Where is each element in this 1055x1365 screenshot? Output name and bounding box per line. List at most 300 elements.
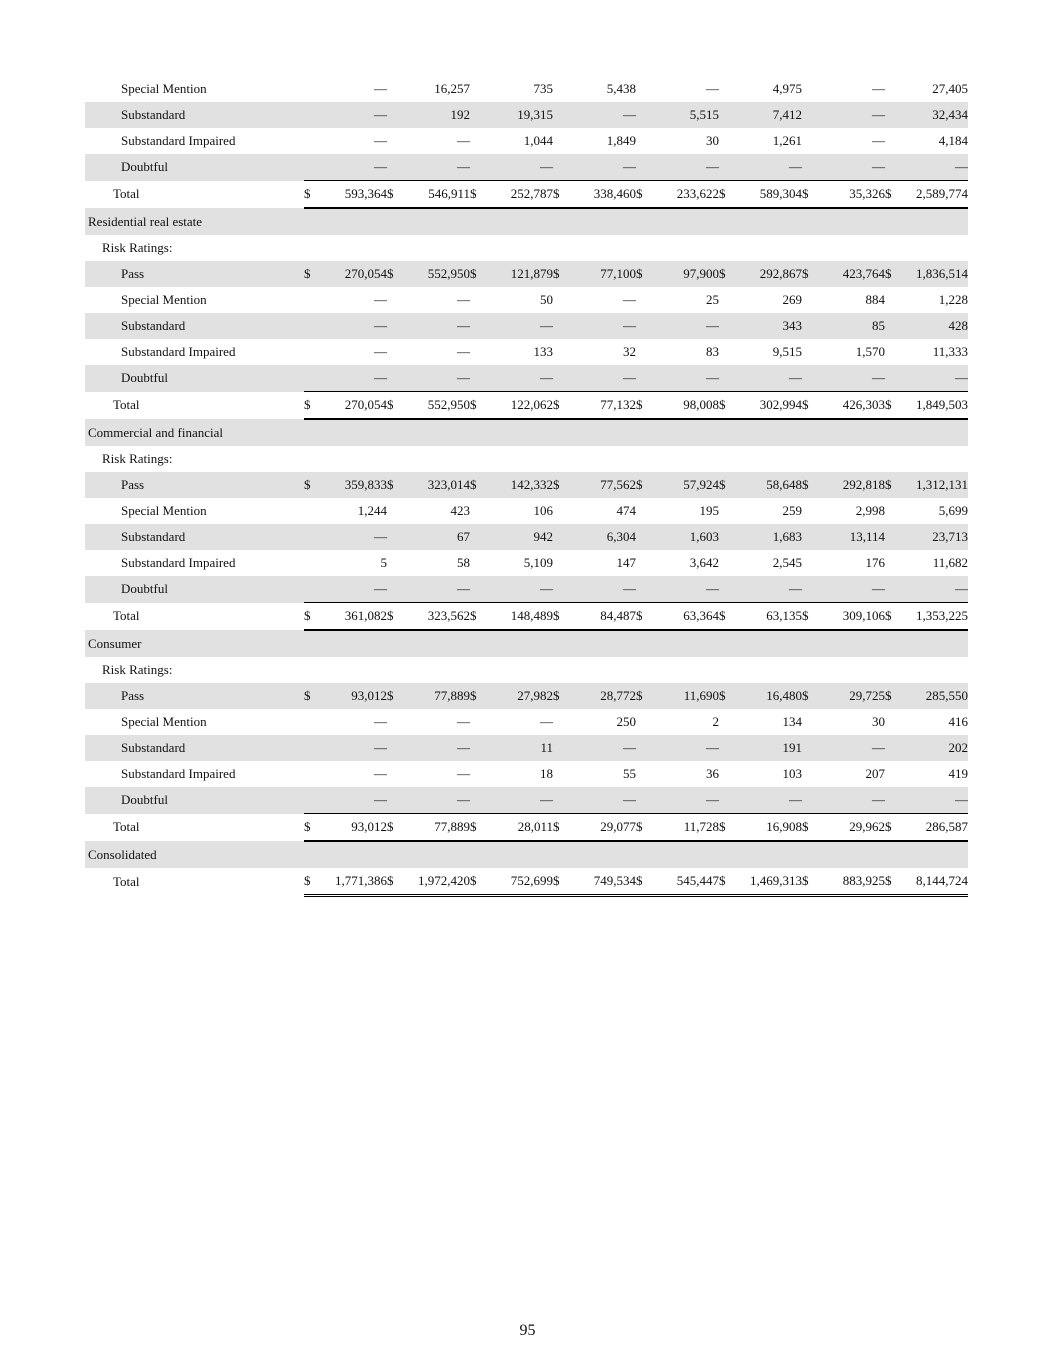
value-cell bbox=[818, 235, 885, 261]
row-label-cell bbox=[85, 446, 304, 472]
value-cell: 593,364 bbox=[320, 181, 387, 209]
value-cell: 63,135 bbox=[735, 603, 802, 631]
currency-cell bbox=[636, 446, 652, 472]
value-cell: 269 bbox=[782, 292, 802, 307]
currency-cell bbox=[553, 208, 569, 235]
row-label-cell bbox=[85, 128, 304, 154]
value-cell bbox=[486, 235, 553, 261]
row-label-cell bbox=[85, 419, 304, 446]
value-cell: — bbox=[901, 365, 968, 392]
value-cell: — bbox=[652, 154, 719, 181]
value-cell: 302,994 bbox=[735, 392, 802, 420]
currency-cell: $ bbox=[304, 814, 320, 842]
section-header-row bbox=[85, 208, 968, 235]
value-cell: — bbox=[818, 365, 885, 392]
value-cell: — bbox=[872, 133, 885, 148]
value-cell: 77,132 bbox=[569, 392, 636, 420]
value-cell: 1,261 bbox=[772, 133, 802, 148]
currency-cell bbox=[802, 102, 818, 128]
row-label: Risk Ratings: bbox=[102, 662, 173, 677]
table-row bbox=[85, 735, 968, 761]
value-cell: — bbox=[735, 787, 802, 814]
row-label: Special Mention bbox=[121, 292, 207, 307]
value-cell: 93,012 bbox=[320, 814, 387, 842]
value-cell: 250 bbox=[616, 714, 636, 729]
currency-cell bbox=[885, 761, 901, 787]
value-cell: — bbox=[486, 787, 553, 814]
row-label-cell bbox=[85, 365, 304, 392]
section-header-row bbox=[85, 235, 968, 261]
table-row bbox=[85, 261, 968, 287]
value-cell: — bbox=[374, 133, 387, 148]
currency-cell bbox=[802, 154, 818, 181]
value-cell: 1,849 bbox=[606, 133, 636, 148]
currency-cell bbox=[387, 313, 403, 339]
currency-cell bbox=[387, 128, 403, 154]
table-row bbox=[85, 787, 968, 814]
currency-cell bbox=[553, 524, 569, 550]
currency-cell bbox=[304, 287, 320, 313]
currency-cell: $ bbox=[387, 814, 403, 842]
value-cell bbox=[735, 446, 802, 472]
currency-cell bbox=[470, 102, 486, 128]
currency-cell: $ bbox=[636, 392, 652, 420]
currency-cell bbox=[553, 287, 569, 313]
value-cell: 7,412 bbox=[735, 102, 802, 128]
currency-cell bbox=[553, 446, 569, 472]
value-cell: 545,447 bbox=[652, 868, 719, 896]
currency-cell bbox=[636, 550, 652, 576]
value-cell bbox=[652, 657, 719, 683]
value-cell: 84,487 bbox=[569, 603, 636, 631]
currency-cell: $ bbox=[885, 868, 901, 896]
currency-cell bbox=[636, 154, 652, 181]
currency-cell bbox=[304, 630, 320, 657]
value-cell: — bbox=[735, 576, 802, 603]
value-cell bbox=[735, 630, 802, 657]
value-cell bbox=[320, 657, 387, 683]
currency-cell bbox=[304, 339, 320, 365]
currency-cell bbox=[553, 657, 569, 683]
currency-cell bbox=[636, 128, 652, 154]
value-cell: — bbox=[818, 787, 885, 814]
value-cell: — bbox=[486, 365, 553, 392]
row-label-cell bbox=[85, 472, 304, 498]
value-cell: 1,836,514 bbox=[901, 261, 968, 287]
value-cell: 419 bbox=[948, 766, 968, 781]
currency-cell: $ bbox=[636, 472, 652, 498]
currency-cell bbox=[636, 287, 652, 313]
value-cell bbox=[320, 208, 387, 235]
value-cell: 5,109 bbox=[523, 555, 553, 570]
currency-cell bbox=[802, 446, 818, 472]
value-cell: — bbox=[403, 313, 470, 339]
currency-cell bbox=[885, 419, 901, 446]
value-cell bbox=[486, 657, 553, 683]
currency-cell bbox=[885, 841, 901, 868]
total-row bbox=[85, 181, 968, 209]
currency-cell bbox=[387, 365, 403, 392]
value-cell bbox=[735, 419, 802, 446]
value-cell: 1,244 bbox=[357, 503, 387, 518]
currency-cell bbox=[885, 313, 901, 339]
value-cell: 77,100 bbox=[569, 261, 636, 287]
value-cell: — bbox=[735, 365, 802, 392]
value-cell: 589,304 bbox=[735, 181, 802, 209]
value-cell: 9,515 bbox=[772, 344, 802, 359]
value-cell bbox=[569, 235, 636, 261]
value-cell: — bbox=[818, 102, 885, 128]
value-cell: — bbox=[457, 766, 470, 781]
value-cell bbox=[569, 208, 636, 235]
row-label: Substandard Impaired bbox=[121, 555, 236, 570]
value-cell bbox=[569, 841, 636, 868]
table-row bbox=[85, 472, 968, 498]
currency-cell bbox=[553, 709, 569, 735]
value-cell: — bbox=[374, 292, 387, 307]
value-cell: 259 bbox=[782, 503, 802, 518]
value-cell: 942 bbox=[486, 524, 553, 550]
value-cell: 8,144,724 bbox=[901, 868, 968, 896]
value-cell: 176 bbox=[865, 555, 885, 570]
currency-cell bbox=[802, 841, 818, 868]
value-cell: 57,924 bbox=[652, 472, 719, 498]
currency-cell bbox=[470, 76, 486, 102]
value-cell: 98,008 bbox=[652, 392, 719, 420]
currency-cell bbox=[387, 235, 403, 261]
row-label: Residential real estate bbox=[88, 213, 203, 229]
currency-cell: $ bbox=[885, 814, 901, 842]
value-cell bbox=[818, 841, 885, 868]
currency-cell bbox=[304, 76, 320, 102]
table-row bbox=[85, 154, 968, 181]
value-cell: — bbox=[486, 313, 553, 339]
currency-cell: $ bbox=[553, 603, 569, 631]
value-cell: — bbox=[735, 154, 802, 181]
value-cell bbox=[403, 630, 470, 657]
currency-cell bbox=[885, 208, 901, 235]
value-cell: — bbox=[374, 714, 387, 729]
row-label-cell bbox=[85, 761, 304, 787]
currency-cell bbox=[304, 235, 320, 261]
value-cell bbox=[735, 235, 802, 261]
row-label: Pass bbox=[121, 477, 145, 492]
value-cell: 29,725 bbox=[818, 683, 885, 709]
currency-cell: $ bbox=[387, 472, 403, 498]
value-cell: — bbox=[486, 154, 553, 181]
currency-cell: $ bbox=[802, 683, 818, 709]
value-cell: 16,257 bbox=[434, 81, 470, 96]
currency-cell: $ bbox=[387, 868, 403, 896]
value-cell: 142,332 bbox=[486, 472, 553, 498]
currency-cell bbox=[304, 550, 320, 576]
currency-cell bbox=[304, 841, 320, 868]
value-cell: — bbox=[403, 154, 470, 181]
value-cell: 23,713 bbox=[901, 524, 968, 550]
currency-cell bbox=[304, 576, 320, 603]
value-cell bbox=[569, 446, 636, 472]
value-cell: 4,184 bbox=[938, 133, 968, 148]
total-row bbox=[85, 392, 968, 420]
row-label-cell bbox=[85, 603, 304, 631]
value-cell: — bbox=[457, 714, 470, 729]
currency-cell: $ bbox=[470, 814, 486, 842]
value-cell: 1,683 bbox=[735, 524, 802, 550]
value-cell: 93,012 bbox=[320, 683, 387, 709]
row-label: Pass bbox=[121, 266, 145, 281]
currency-cell bbox=[719, 128, 735, 154]
currency-cell: $ bbox=[553, 181, 569, 209]
currency-cell: $ bbox=[553, 392, 569, 420]
currency-cell bbox=[470, 787, 486, 814]
row-label: Doubtful bbox=[121, 159, 168, 175]
section-header-row bbox=[85, 630, 968, 657]
currency-cell bbox=[802, 128, 818, 154]
value-cell: 50 bbox=[540, 292, 553, 307]
currency-cell: $ bbox=[802, 261, 818, 287]
value-cell: 148,489 bbox=[486, 603, 553, 631]
row-label-cell bbox=[85, 287, 304, 313]
currency-cell bbox=[719, 841, 735, 868]
value-cell: 106 bbox=[533, 503, 553, 518]
value-cell: — bbox=[569, 102, 636, 128]
value-cell: 359,833 bbox=[320, 472, 387, 498]
value-cell: 11,682 bbox=[932, 555, 968, 570]
value-cell: 67 bbox=[403, 524, 470, 550]
value-cell bbox=[901, 419, 968, 446]
value-cell: — bbox=[569, 576, 636, 603]
value-cell: 207 bbox=[865, 766, 885, 781]
value-cell: — bbox=[486, 576, 553, 603]
currency-cell bbox=[719, 419, 735, 446]
currency-cell: $ bbox=[470, 181, 486, 209]
currency-cell: $ bbox=[719, 868, 735, 896]
table-row bbox=[85, 339, 968, 365]
total-row bbox=[85, 814, 968, 842]
row-label-cell bbox=[85, 498, 304, 524]
currency-cell bbox=[304, 365, 320, 392]
value-cell: 122,062 bbox=[486, 392, 553, 420]
currency-cell: $ bbox=[470, 603, 486, 631]
value-cell: 5,699 bbox=[938, 503, 968, 518]
row-label: Total bbox=[113, 873, 140, 889]
currency-cell bbox=[885, 787, 901, 814]
value-cell: — bbox=[818, 576, 885, 603]
value-cell bbox=[818, 419, 885, 446]
value-cell: 27,982 bbox=[486, 683, 553, 709]
currency-cell bbox=[885, 102, 901, 128]
currency-cell: $ bbox=[719, 261, 735, 287]
row-label: Doubtful bbox=[121, 370, 168, 386]
currency-cell bbox=[553, 761, 569, 787]
value-cell: 147 bbox=[616, 555, 636, 570]
total-row bbox=[85, 603, 968, 631]
value-cell: 16,908 bbox=[735, 814, 802, 842]
currency-cell bbox=[553, 419, 569, 446]
value-cell: 2,589,774 bbox=[901, 181, 968, 209]
currency-cell: $ bbox=[304, 868, 320, 896]
row-label: Total bbox=[113, 186, 140, 202]
currency-cell bbox=[636, 76, 652, 102]
row-label: Risk Ratings: bbox=[102, 451, 173, 466]
currency-cell bbox=[553, 154, 569, 181]
currency-cell: $ bbox=[636, 868, 652, 896]
row-label-cell bbox=[85, 339, 304, 365]
currency-cell: $ bbox=[802, 392, 818, 420]
value-cell bbox=[486, 419, 553, 446]
currency-cell bbox=[802, 709, 818, 735]
currency-cell: $ bbox=[470, 261, 486, 287]
table-row bbox=[85, 128, 968, 154]
value-cell: 77,889 bbox=[403, 814, 470, 842]
currency-cell bbox=[387, 841, 403, 868]
table-row bbox=[85, 576, 968, 603]
value-cell: — bbox=[320, 102, 387, 128]
currency-cell bbox=[387, 339, 403, 365]
table-row bbox=[85, 498, 968, 524]
value-cell: 883,925 bbox=[818, 868, 885, 896]
currency-cell bbox=[802, 313, 818, 339]
currency-cell bbox=[304, 446, 320, 472]
value-cell: 121,879 bbox=[486, 261, 553, 287]
currency-cell bbox=[719, 365, 735, 392]
value-cell bbox=[320, 630, 387, 657]
value-cell bbox=[320, 419, 387, 446]
currency-cell bbox=[802, 365, 818, 392]
value-cell: 2,998 bbox=[855, 503, 885, 518]
currency-cell bbox=[387, 287, 403, 313]
currency-cell bbox=[470, 154, 486, 181]
value-cell: 2 bbox=[712, 714, 719, 729]
currency-cell bbox=[553, 841, 569, 868]
value-cell bbox=[320, 841, 387, 868]
currency-cell: $ bbox=[387, 683, 403, 709]
currency-cell bbox=[470, 313, 486, 339]
row-label-cell bbox=[85, 392, 304, 420]
value-cell: 11,728 bbox=[652, 814, 719, 842]
currency-cell bbox=[719, 208, 735, 235]
value-cell: 195 bbox=[699, 503, 719, 518]
currency-cell: $ bbox=[553, 261, 569, 287]
value-cell: — bbox=[457, 133, 470, 148]
currency-cell: $ bbox=[719, 603, 735, 631]
currency-cell bbox=[802, 76, 818, 102]
currency-cell bbox=[470, 524, 486, 550]
currency-cell bbox=[636, 735, 652, 761]
row-label-cell bbox=[85, 181, 304, 209]
value-cell: 423 bbox=[450, 503, 470, 518]
currency-cell bbox=[470, 498, 486, 524]
currency-cell bbox=[387, 154, 403, 181]
row-label-cell bbox=[85, 102, 304, 128]
value-cell bbox=[901, 657, 968, 683]
value-cell: 292,867 bbox=[735, 261, 802, 287]
row-label: Total bbox=[113, 397, 140, 413]
section-header-row bbox=[85, 657, 968, 683]
currency-cell bbox=[885, 735, 901, 761]
currency-cell bbox=[387, 657, 403, 683]
currency-cell bbox=[719, 446, 735, 472]
currency-cell: $ bbox=[802, 472, 818, 498]
currency-cell: $ bbox=[553, 683, 569, 709]
value-cell: 2,545 bbox=[772, 555, 802, 570]
value-cell: 292,818 bbox=[818, 472, 885, 498]
currency-cell bbox=[470, 550, 486, 576]
table-row bbox=[85, 524, 968, 550]
currency-cell bbox=[636, 102, 652, 128]
currency-cell bbox=[719, 76, 735, 102]
currency-cell bbox=[387, 498, 403, 524]
value-cell: — bbox=[320, 576, 387, 603]
value-cell: — bbox=[403, 576, 470, 603]
currency-cell bbox=[802, 498, 818, 524]
currency-cell bbox=[885, 287, 901, 313]
currency-cell bbox=[885, 576, 901, 603]
row-label-cell bbox=[85, 235, 304, 261]
row-label-cell bbox=[85, 524, 304, 550]
row-label-cell bbox=[85, 814, 304, 842]
row-label: Commercial and financial bbox=[88, 424, 224, 440]
currency-cell bbox=[802, 208, 818, 235]
currency-cell bbox=[387, 208, 403, 235]
value-cell: 3,642 bbox=[689, 555, 719, 570]
value-cell: 1,603 bbox=[652, 524, 719, 550]
row-label: Pass bbox=[121, 688, 145, 703]
value-cell: 5 bbox=[380, 555, 387, 570]
row-label-cell bbox=[85, 76, 304, 102]
currency-cell bbox=[387, 709, 403, 735]
value-cell bbox=[403, 446, 470, 472]
value-cell bbox=[735, 208, 802, 235]
currency-cell: $ bbox=[470, 683, 486, 709]
value-cell: 343 bbox=[735, 313, 802, 339]
value-cell bbox=[403, 841, 470, 868]
currency-cell bbox=[304, 498, 320, 524]
value-cell bbox=[901, 208, 968, 235]
row-label: Special Mention bbox=[121, 714, 207, 729]
value-cell: — bbox=[706, 81, 719, 96]
value-cell bbox=[735, 657, 802, 683]
currency-cell bbox=[802, 787, 818, 814]
value-cell: 423,764 bbox=[818, 261, 885, 287]
currency-cell bbox=[387, 76, 403, 102]
currency-cell bbox=[304, 419, 320, 446]
value-cell bbox=[486, 208, 553, 235]
value-cell: 1,849,503 bbox=[901, 392, 968, 420]
currency-cell bbox=[387, 550, 403, 576]
value-cell bbox=[320, 235, 387, 261]
value-cell: — bbox=[320, 154, 387, 181]
row-label-cell bbox=[85, 208, 304, 235]
currency-cell bbox=[802, 735, 818, 761]
value-cell: — bbox=[569, 735, 636, 761]
currency-cell bbox=[553, 365, 569, 392]
table-row bbox=[85, 76, 968, 102]
value-cell bbox=[569, 657, 636, 683]
value-cell: — bbox=[403, 365, 470, 392]
currency-cell bbox=[470, 446, 486, 472]
currency-cell bbox=[636, 498, 652, 524]
currency-cell: $ bbox=[636, 261, 652, 287]
value-cell: — bbox=[872, 81, 885, 96]
currency-cell bbox=[304, 313, 320, 339]
currency-cell: $ bbox=[885, 603, 901, 631]
row-label: Total bbox=[113, 819, 140, 835]
currency-cell bbox=[802, 235, 818, 261]
value-cell: 285,550 bbox=[901, 683, 968, 709]
currency-cell bbox=[387, 761, 403, 787]
value-cell: 63,364 bbox=[652, 603, 719, 631]
